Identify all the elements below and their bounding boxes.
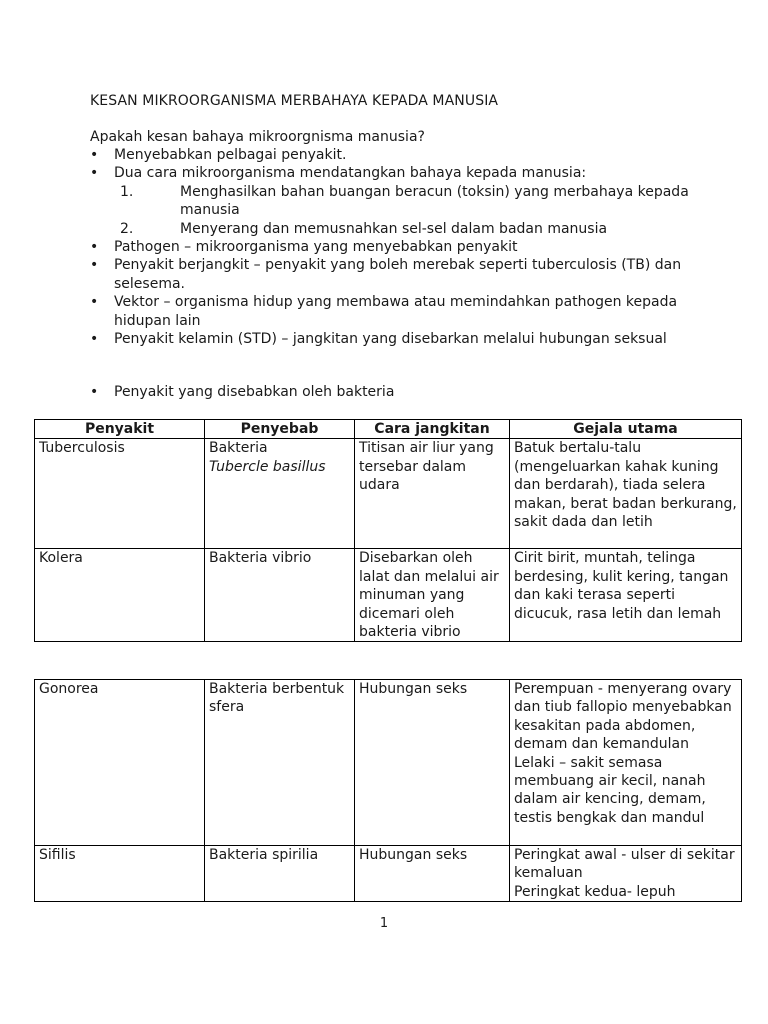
cell-cara-jangkitan: Hubungan seks (355, 680, 510, 846)
bullet-item: • Vektor – organisma hidup yang membawa atau memindahkan pathogen kepada hidupan lain (90, 293, 690, 330)
cell-gejala-perempuan: Perempuan - menyerang ovary dan tiub fallopio menyebabkan kesakitan pada abdomen, demam dan kemandulan (514, 681, 732, 753)
table-row (35, 439, 742, 549)
cell-penyakit: Sifilis (35, 846, 205, 902)
cell-gejala: Batuk bertalu-talu (mengeluarkan kahak kuning dan berdarah), tiada selera makan, berat badan berkurang, sakit dada dan letih (510, 439, 742, 549)
bullet-list (90, 146, 690, 348)
table-header-row (35, 420, 742, 439)
cell-cara-jangkitan: Hubungan seks (355, 846, 510, 902)
table-row (35, 846, 742, 902)
header-gejala-utama: Gejala utama (510, 420, 742, 439)
cell-gejala-awal: Peringkat awal - ulser di sekitar kemaluan (514, 847, 735, 882)
numbered-item (114, 220, 690, 238)
bullet-item-text: Dua cara mikroorganisma mendatangkan bahaya kepada manusia: (114, 165, 587, 182)
bullet-item: • Penyakit yang disebabkan oleh bakteria (90, 383, 690, 401)
cell-penyakit: Tuberculosis (35, 439, 205, 549)
cell-cara-jangkitan: Disebarkan oleh lalat dan melalui air minuman yang dicemari oleh bakteria vibrio (355, 549, 510, 642)
page-number: 1 (379, 916, 389, 931)
bullet-item: • Penyakit kelamin (STD) – jangkitan yang disebarkan melalui hubungan seksual (90, 330, 690, 348)
cell-penyebab: Bakteria spirilia (205, 846, 355, 902)
cell-penyebab-text: Bakteria (209, 440, 268, 457)
cell-gejala-lelaki: Lelaki – sakit semasa membuang air kecil, nanah dalam air kencing, demam, testis bengkak dan mandul (514, 754, 706, 826)
bullet-item: • Pathogen – mikroorganisma yang menyebabkan penyakit (90, 238, 690, 256)
bullet-list-bacteria (90, 383, 690, 401)
cell-penyebab: Bakteria vibrio (205, 549, 355, 642)
cell-gejala: Cirit birit, muntah, telinga berdesing, kulit kering, tangan dan kaki terasa seperti dicucuk, rasa letih dan lemah (510, 549, 742, 642)
cell-gejala (510, 846, 742, 902)
cell-gejala (510, 680, 742, 846)
cell-penyebab: Bakteria berbentuk sfera (205, 680, 355, 846)
cell-penyakit: Gonorea (35, 680, 205, 846)
disease-table-1 (34, 419, 742, 642)
numbered-item-text: Menghasilkan bahan buangan beracun (toksin) yang merbahaya kepada manusia (180, 183, 689, 219)
cell-cara-jangkitan: Titisan air liur yang tersebar dalam udara (355, 439, 510, 549)
table-row (35, 680, 742, 846)
cell-gejala-kedua: Peringkat kedua- lepuh (514, 883, 676, 900)
numbered-item-text: Menyerang dan memusnahkan sel-sel dalam badan manusia (180, 220, 608, 237)
numbered-item-number: 2. (120, 220, 134, 237)
numbered-item (114, 183, 690, 220)
header-penyakit: Penyakit (35, 420, 205, 439)
cell-penyebab (205, 439, 355, 549)
bullet-item (90, 164, 690, 238)
table-row (35, 549, 742, 642)
document-title: KESAN MIKROORGANISMA MERBAHAYA KEPADA MANUSIA (90, 93, 499, 109)
question-text: Apakah kesan bahaya mikroorgnisma manusia? (90, 129, 425, 145)
bullet-item: • Penyakit berjangkit – penyakit yang boleh merebak seperti tuberculosis (TB) dan selesema. (90, 256, 690, 293)
numbered-item-number: 1. (120, 183, 134, 200)
cell-penyakit: Kolera (35, 549, 205, 642)
disease-table-2 (34, 679, 742, 902)
numbered-list (114, 183, 690, 238)
header-cara-jangkitan: Cara jangkitan (355, 420, 510, 439)
header-penyebab: Penyebab (205, 420, 355, 439)
bullet-item: • Menyebabkan pelbagai penyakit. (90, 146, 690, 164)
cell-penyebab-species: Tubercle basillus (209, 458, 326, 475)
